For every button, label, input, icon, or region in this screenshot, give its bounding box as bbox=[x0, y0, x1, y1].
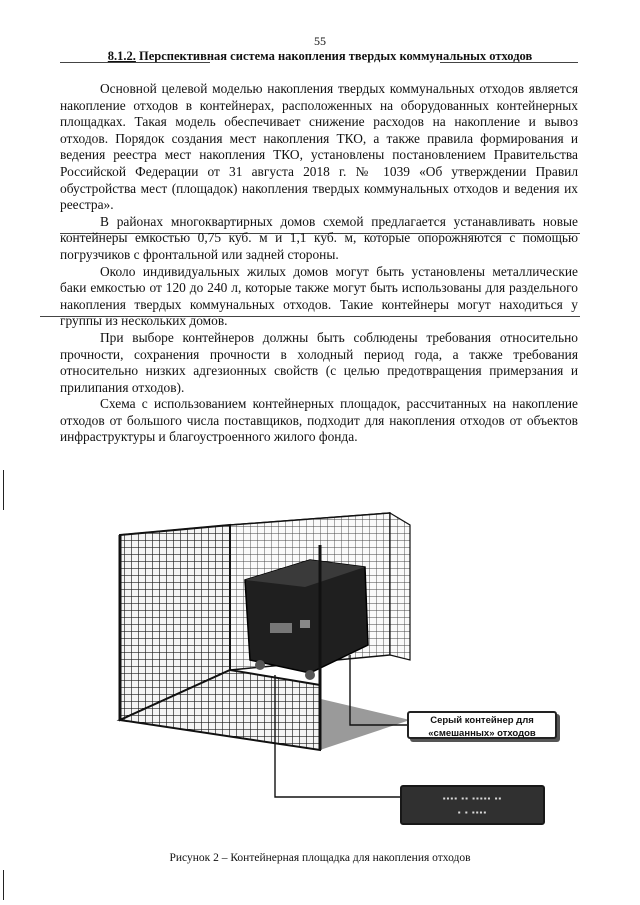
body-text bbox=[60, 81, 578, 446]
paragraph: При выборе контейнеров должны быть соблюдены требования относительно прочности, сохранения прочности в холодный период года, а также требования относительно низких адгезионных свойств (с целью предотвращения примерзания и прилипания отходов). bbox=[60, 329, 578, 395]
dark-container-callout-illegible bbox=[400, 785, 545, 825]
scan-artifact-line bbox=[60, 62, 210, 63]
scan-margin-mark bbox=[3, 470, 4, 510]
figure-caption: Рисунок 2 – Контейнерная площадка для накопления отходов bbox=[169, 852, 471, 864]
scan-artifact-line bbox=[440, 62, 578, 63]
callout-line: Серый контейнер для bbox=[430, 715, 534, 726]
section-number: 8.1.2. bbox=[107, 49, 136, 63]
container-site-figure bbox=[110, 505, 580, 835]
gray-container-callout bbox=[407, 711, 557, 739]
illegible-scan-text: ▪▪▪▪ ▪▪ ▪▪▪▪▪ ▪▪ bbox=[442, 794, 503, 803]
illegible-scan-text: ▪ ▪ ▪▪▪▪ bbox=[457, 808, 488, 817]
section-title: Перспективная система накопления твердых коммунальных отходов bbox=[135, 49, 533, 63]
scan-margin-mark bbox=[3, 870, 4, 900]
paragraph: Около индивидуальных жилых домов могут быть установлены металлические баки емкостью от 120 до 240 л, которые также могут быть использованы для раздельного накопления твердых коммунальных отходов. Такие контейнеры могут находиться у группы из нескольких домов. bbox=[60, 263, 578, 329]
page-number: 55 bbox=[314, 34, 326, 48]
paragraph: Основной целевой моделью накопления твердых коммунальных отходов является накопление отходов в контейнерах, расположенных на оборудованных контейнерных площадках. Такая модель обеспечивает снижение расходов на накопление и вывоз отходов. Порядок создания мест накопления ТКО, а также правила формирования и ведения реестра мест накопления ТКО, установлены постановлением Правительства Российской Федерации от 31 августа 2018 г. № 1039 «Об утверждении Правил обустройства мест (площадок) накопления твердых коммунальных отходов и ведения их реестра». bbox=[60, 81, 578, 213]
paragraph: В районах многоквартирных домов схемой предлагается устанавливать новые контейнеры емкостью 0,75 куб. м и 1,1 куб. м, которые опорожняются с помощью погрузчиков с фронтальной или задней стороны. bbox=[60, 213, 578, 262]
callout-line: «смешанных» отходов bbox=[428, 728, 536, 739]
paragraph: Схема с использованием контейнерных площадок, рассчитанных на накопление отходов от большого числа поставщиков, подходит для накопления отходов от объектов инфраструктуры и благоустроенного жилого фонда. bbox=[60, 396, 578, 445]
